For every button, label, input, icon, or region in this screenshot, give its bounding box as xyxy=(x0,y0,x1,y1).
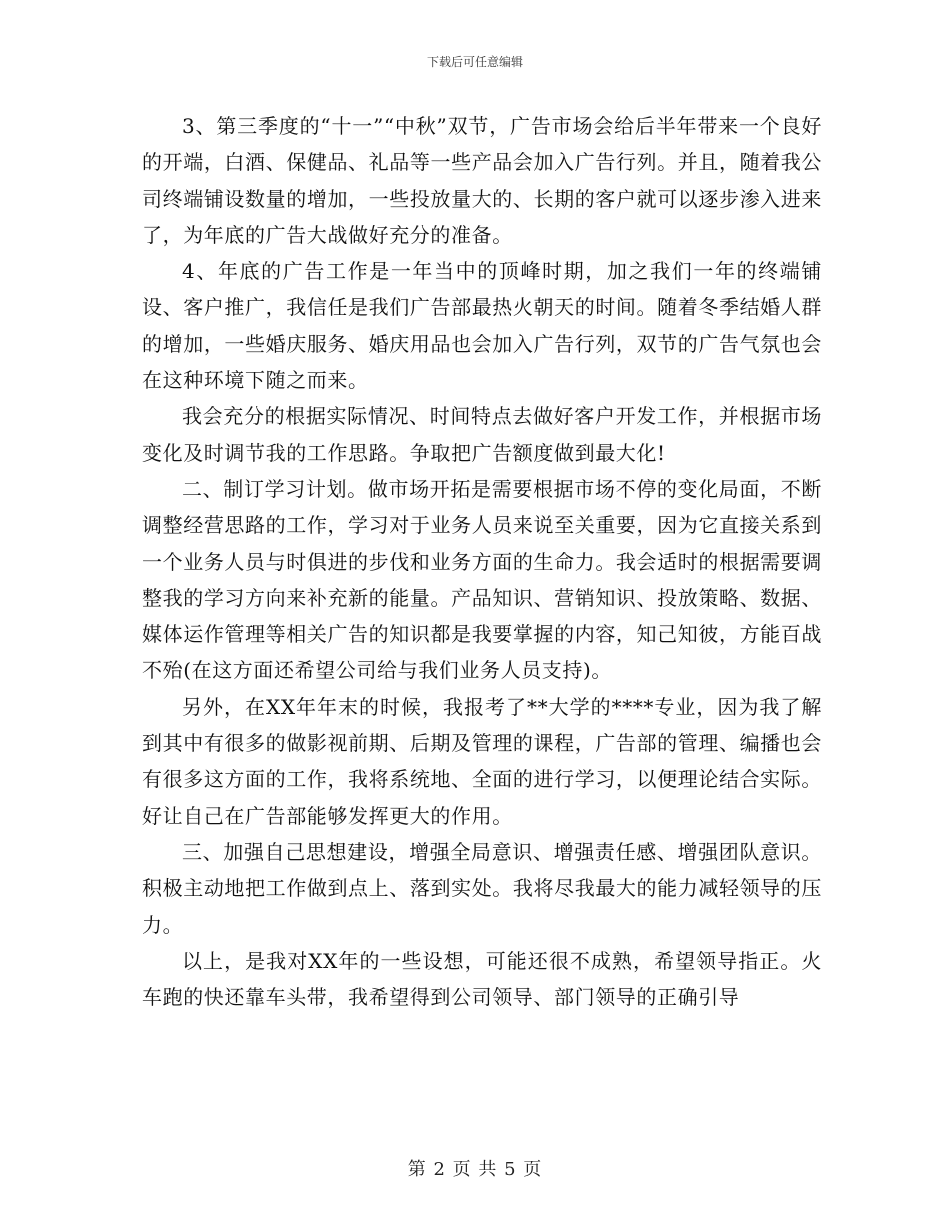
paragraph-conclusion: 以上，是我对XX年的一些设想，可能还很不成熟，希望领导指正。火车跑的快还靠车头带，我希望得到公司领导、部门领导的正确引导 xyxy=(142,948,822,1010)
page-number-footer: 第 2 页 共 5 页 xyxy=(407,1159,543,1180)
paragraph-self-development: 三、加强自己思想建设，增强全局意识、增强责任感、增强团队意识。积极主动地把工作做到点上、落到实处。我将尽我最大的能力减轻领导的压力。 xyxy=(142,839,822,937)
header-note: 下载后可任意编辑 xyxy=(426,55,523,69)
paragraph-further-study: 另外，在XX年年末的时候，我报考了**大学的****专业，因为我了解到其中有很多的做影视前期、后期及管理的课程，广告部的管理、编播也会有很多这方面的工作，我将系统地、全面的进行学习，以便理论结合实际。好让自己在广告部能够发挥更大的作用。 xyxy=(142,694,822,828)
paragraph-q3-plan: 3、第三季度的“十一”“中秋”双节，广告市场会给后半年带来一个良好的开端，白酒、保健品、礼品等一些产品会加入广告行列。并且，随着我公司终端铺设数量的增加，一些投放量大的、长期的客户就可以逐步渗入进来了，为年底的广告大战做好充分的准备。 xyxy=(142,114,822,247)
paragraph-year-end-plan: 4、年底的广告工作是一年当中的顶峰时期，加之我们一年的终端铺设、客户推广，我信任是我们广告部最热火朝天的时间。随着冬季结婚人群的增加，一些婚庆服务、婚庆用品也会加入广告行列，双节的广告气氛也会在这种环境下随之而来。 xyxy=(142,259,822,393)
paragraph-client-development: 我会充分的根据实际情况、时间特点去做好客户开发工作，并根据市场变化及时调节我的工作思路。争取把广告额度做到最大化! xyxy=(142,404,822,465)
document-body xyxy=(142,108,822,1015)
paragraph-study-plan: 二、制订学习计划。做市场开拓是需要根据市场不停的变化局面，不断调整经营思路的工作，学习对于业务人员来说至关重要，因为它直接关系到一个业务人员与时俱进的步伐和业务方面的生命力。我会适时的根据需要调整我的学习方向来补充新的能量。产品知识、营销知识、投放策略、数据、媒体运作管理等相关广告的知识都是我要掌握的内容，知己知彼，方能百战不殆(在这方面还希望公司给与我们业务人员支持)。 xyxy=(142,476,822,683)
